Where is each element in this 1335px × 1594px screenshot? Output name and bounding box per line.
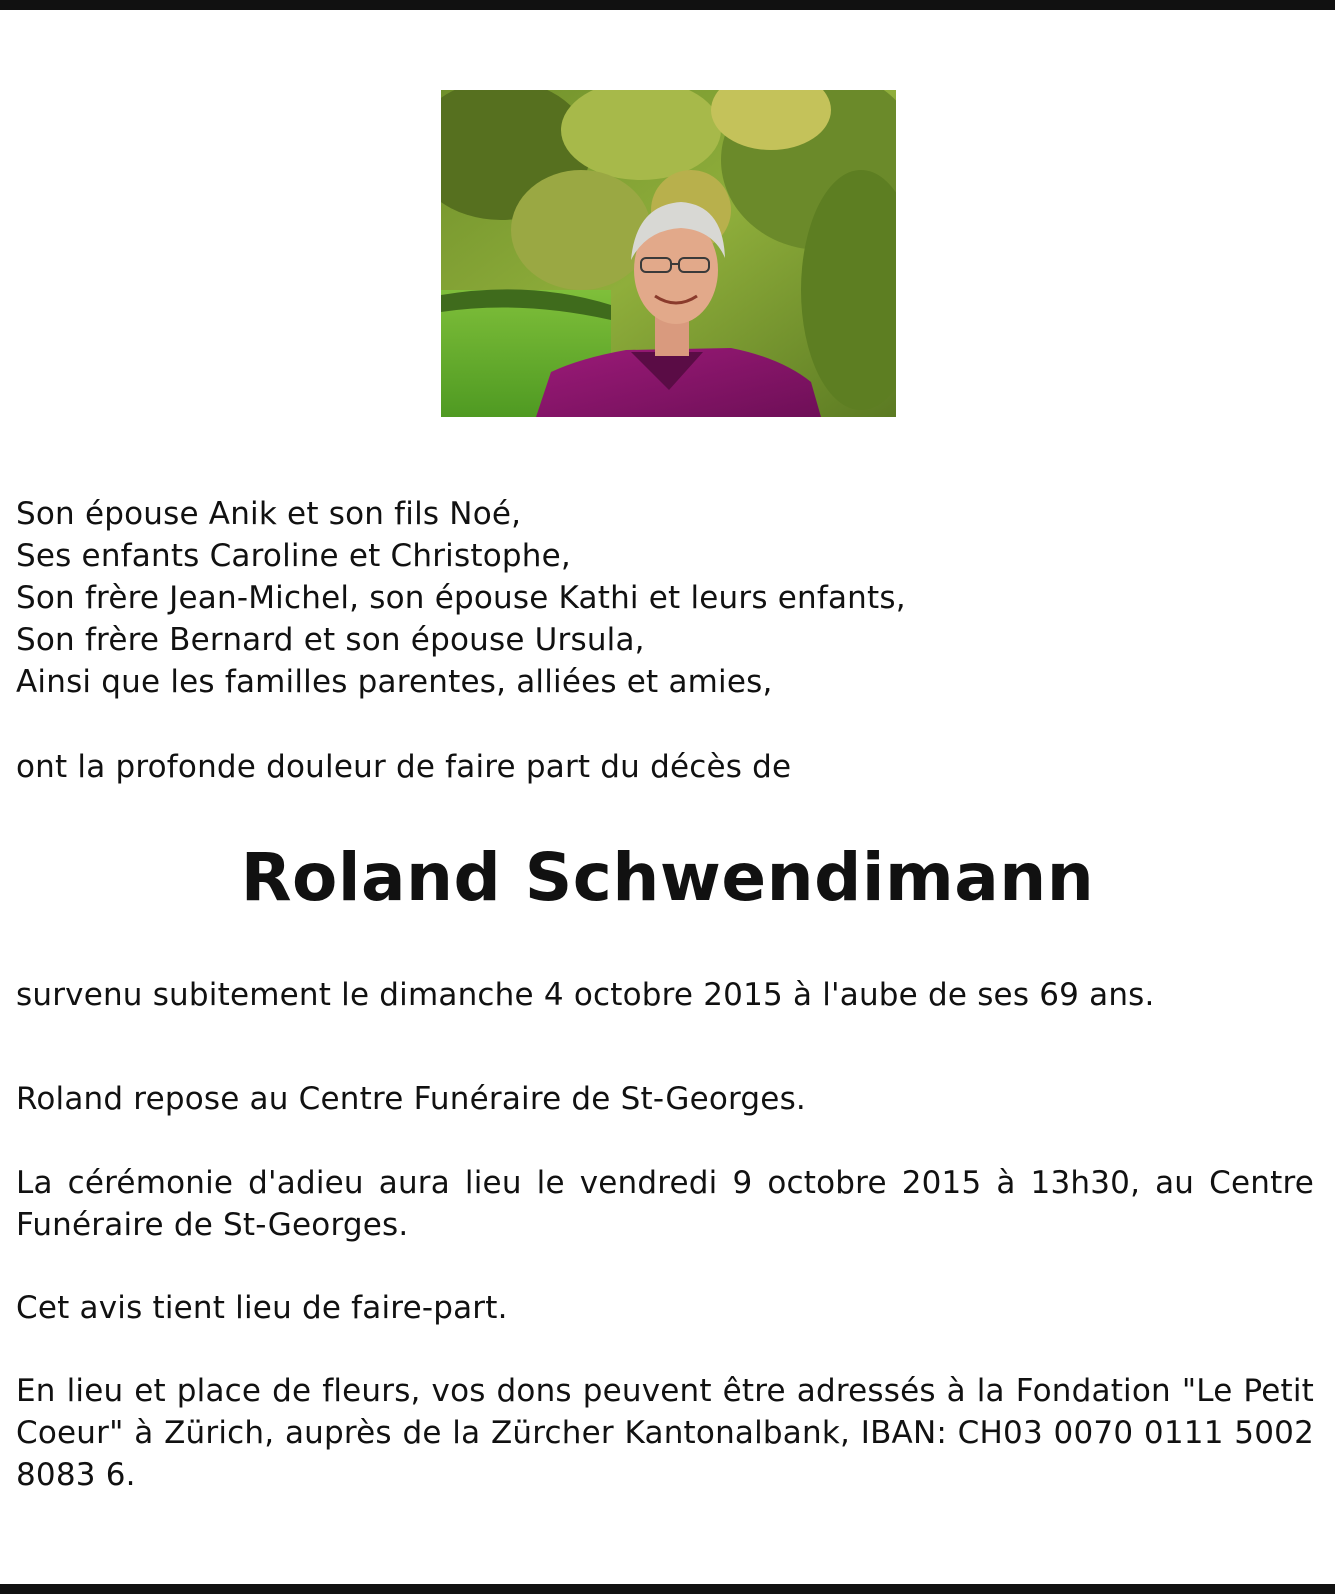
top-border: [0, 0, 1335, 10]
deceased-name: Roland Schwendimann: [240, 839, 1095, 916]
portrait-photo: [441, 90, 896, 417]
family-line: Ses enfants Caroline et Christophe,: [16, 538, 571, 574]
notice-text: Cet avis tient lieu de faire-part.: [16, 1290, 508, 1326]
family-line: Son épouse Anik et son fils Noé,: [16, 496, 522, 532]
family-line: Ainsi que les familles parentes, alliées et amies,: [16, 664, 773, 700]
ceremony-text: La cérémonie d'adieu aura lieu le vendredi 9 octobre 2015 à 13h30, au Centre Funéraire de St-Georges.: [16, 1165, 1314, 1243]
death-details: survenu subitement le dimanche 4 octobre 2015 à l'aube de ses 69 ans.: [16, 977, 1155, 1013]
donation-text: En lieu et place de fleurs, vos dons peuvent être adressés à la Fondation "Le Petit Coeur" à Zürich, auprès de la Zürcher Kantonalbank, IBAN: CH03 0070 0111 5002 8083 6.: [16, 1373, 1314, 1493]
family-line: Son frère Jean-Michel, son épouse Kathi et leurs enfants,: [16, 580, 906, 616]
bottom-border: [0, 1584, 1335, 1594]
announcement-text: ont la profonde douleur de faire part du décès de: [16, 749, 792, 785]
family-line: Son frère Bernard et son épouse Ursula,: [16, 622, 645, 658]
repose-text: Roland repose au Centre Funéraire de St-Georges.: [16, 1081, 806, 1117]
family-list: [16, 493, 1314, 703]
